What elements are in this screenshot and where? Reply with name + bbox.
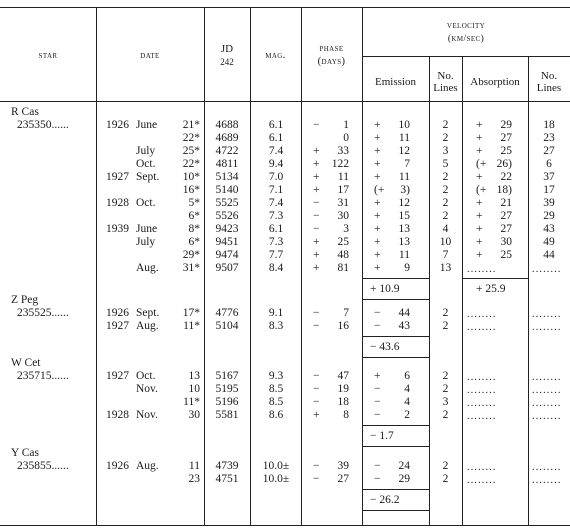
obs-day: 13 [188, 370, 200, 382]
obs-jd: 4776 [215, 307, 239, 319]
emission-mean: − 1.7 [370, 430, 394, 442]
phase-sign: − [313, 320, 320, 332]
obs-year: 1927 [106, 320, 129, 332]
header-em-lines-no: No. [437, 70, 454, 82]
obs-month: Aug. [136, 460, 159, 472]
obs-day: 11* [183, 320, 200, 332]
obs-day: 8* [188, 223, 200, 235]
phase-value: 11 [337, 171, 349, 183]
obs-jd: 5196 [215, 396, 239, 408]
star-id: 235855...... [17, 460, 69, 472]
emission-mean-bottom-rule [362, 510, 429, 511]
emission-mean: − 43.6 [370, 341, 400, 353]
absorption-lines: 27 [543, 145, 555, 157]
obs-day: 10* [182, 171, 200, 183]
obs-jd: 5140 [215, 184, 239, 196]
obs-month: Nov. [136, 409, 158, 421]
absorption-lines: 44 [543, 249, 555, 261]
phase-sign: + [313, 145, 320, 157]
emission-value: 6 [404, 370, 410, 382]
emission-lines: 2 [442, 320, 449, 332]
phase-value: 27 [337, 473, 349, 485]
emission-value: 44 [398, 307, 410, 319]
obs-mag: 8.3 [268, 320, 284, 332]
star-name: Z Peg [11, 294, 39, 306]
obs-month: Sept. [136, 307, 160, 319]
absorption-dots: ........ [467, 309, 497, 320]
absorption-value: 21 [500, 197, 512, 209]
emission-value: 11 [398, 171, 410, 183]
emission-mean-rule [362, 278, 429, 279]
phase-sign: − [313, 119, 320, 131]
obs-jd: 5195 [215, 383, 239, 395]
phase-value: 16 [337, 320, 349, 332]
obs-jd: 4688 [215, 119, 239, 131]
emission-lines: 3 [442, 145, 449, 157]
obs-mag: 8.6 [268, 409, 284, 421]
obs-jd: 5525 [215, 197, 239, 209]
phase-value: 48 [337, 249, 349, 261]
obs-jd: 4722 [215, 145, 239, 157]
obs-month: Aug. [136, 320, 159, 332]
absorption-lines: 29 [543, 210, 555, 222]
header-ab-lines-label: Lines [536, 82, 562, 94]
emission-lines: 2 [442, 383, 449, 395]
absorption-mean: + 25.9 [476, 283, 506, 295]
star-name: W Cet [11, 357, 41, 369]
absorption-sign: + [476, 223, 483, 235]
obs-mag: 7.3 [268, 236, 284, 248]
col-rule-absorption [462, 56, 463, 525]
ab-lines-dots: ........ [532, 264, 562, 275]
obs-mag: 9.3 [268, 370, 284, 382]
obs-mag: 6.1 [268, 132, 284, 144]
obs-mag: 9.4 [268, 158, 284, 170]
emission-sign: − [374, 307, 381, 319]
obs-day: 17* [182, 307, 200, 319]
phase-sign: − [313, 460, 320, 472]
obs-day: 22* [182, 132, 200, 144]
emission-lines: 2 [442, 370, 449, 382]
obs-jd: 9507 [215, 262, 239, 274]
emission-mean-bottom-rule [362, 299, 429, 300]
ab-lines-dots: ........ [532, 372, 562, 383]
obs-year: 1926 [106, 307, 129, 319]
obs-jd: 4751 [215, 473, 239, 485]
emission-lines: 13 [439, 262, 452, 274]
phase-value: 122 [331, 158, 349, 170]
obs-month: Oct. [136, 197, 156, 209]
emission-lines: 2 [442, 210, 449, 222]
emission-lines: 2 [442, 132, 449, 144]
phase-value: 1 [343, 119, 349, 131]
col-rule-mag [250, 7, 251, 525]
absorption-value: 26) [496, 158, 512, 170]
phase-value: 30 [337, 210, 349, 222]
obs-mag: 7.0 [268, 171, 284, 183]
obs-mag: 8.4 [268, 262, 284, 274]
absorption-value: 29 [500, 119, 512, 131]
emission-mean-rule [362, 336, 429, 337]
emission-mean-bottom-rule [362, 357, 429, 358]
star-name: Y Cas [11, 447, 40, 459]
absorption-dots: ........ [467, 264, 497, 275]
obs-jd: 4689 [215, 132, 239, 144]
absorption-lines: 18 [543, 119, 555, 131]
absorption-lines: 23 [543, 132, 555, 144]
emission-value: 2 [404, 409, 410, 421]
absorption-dots: ........ [467, 411, 497, 422]
ab-lines-dots: ........ [532, 411, 562, 422]
absorption-value: 27 [500, 132, 512, 144]
obs-day: 31* [182, 262, 200, 274]
phase-sign: − [313, 210, 320, 222]
absorption-dots: ........ [467, 372, 497, 383]
ab-lines-dots: ........ [532, 462, 562, 473]
phase-sign: + [313, 249, 320, 261]
emission-lines: 3 [442, 396, 449, 408]
phase-value: 17 [337, 184, 349, 196]
absorption-value: 30 [500, 236, 512, 248]
emission-value: 11 [398, 132, 410, 144]
phase-sign: + [313, 409, 320, 421]
absorption-sign: + [476, 132, 483, 144]
col-rule-date [96, 7, 97, 525]
absorption-sign: (+ [476, 184, 487, 196]
emission-lines: 2 [442, 171, 449, 183]
emission-sign: + [374, 236, 381, 248]
star-name: R Cas [11, 106, 39, 118]
phase-sign: − [313, 383, 320, 395]
phase-sign: + [313, 158, 320, 170]
obs-jd: 9451 [215, 236, 239, 248]
col-rule-phase [301, 7, 302, 525]
phase-value: 3 [343, 223, 349, 235]
phase-sign: − [313, 473, 320, 485]
absorption-lines: 37 [543, 171, 555, 183]
obs-day: 29* [182, 249, 200, 261]
obs-mag: 8.5 [268, 383, 284, 395]
obs-day: 16* [182, 184, 200, 196]
phase-value: 8 [343, 409, 349, 421]
emission-mean-rule [362, 425, 429, 426]
emission-mean-bottom-rule [362, 446, 429, 447]
obs-day: 6* [188, 210, 200, 222]
obs-mag: 10.0± [262, 460, 290, 472]
header-jd: JD [220, 43, 234, 55]
star-id: 235525...... [17, 307, 69, 319]
phase-sign: − [313, 307, 320, 319]
obs-year: 1926 [106, 119, 129, 131]
emission-sign: − [374, 383, 381, 395]
obs-year: 1927 [106, 171, 129, 183]
header-date: date [140, 50, 160, 61]
phase-sign: − [313, 223, 320, 235]
phase-sign: + [313, 236, 320, 248]
obs-mag: 6.1 [268, 119, 284, 131]
phase-value: 18 [337, 396, 349, 408]
obs-mag: 7.7 [268, 249, 284, 261]
emission-mean: − 26.2 [370, 494, 400, 506]
absorption-sign: (+ [476, 158, 487, 170]
obs-mag: 7.4 [268, 197, 284, 209]
emission-lines: 2 [442, 473, 449, 485]
obs-mag: 7.1 [268, 184, 284, 196]
obs-month: June [136, 119, 158, 131]
emission-value: 13 [398, 236, 410, 248]
emission-lines: 7 [442, 249, 449, 261]
phase-value: 39 [337, 460, 349, 472]
phase-sign: + [313, 262, 320, 274]
star-id: 235715...... [17, 370, 69, 382]
emission-lines: 2 [442, 197, 449, 209]
table-top-border [0, 7, 570, 8]
header-absorption: Absorption [470, 76, 520, 88]
header-phase: phase [319, 43, 344, 54]
obs-jd: 5134 [215, 171, 239, 183]
emission-lines: 2 [442, 119, 449, 131]
absorption-value: 25 [500, 145, 512, 157]
obs-year: 1928 [106, 409, 129, 421]
phase-sign: + [313, 184, 320, 196]
phase-sign: − [313, 396, 320, 408]
obs-mag: 7.3 [268, 210, 284, 222]
header-em-lines-label: Lines [433, 82, 458, 94]
emission-lines: 4 [442, 223, 449, 235]
emission-lines: 5 [442, 158, 449, 170]
absorption-sign: + [476, 236, 483, 248]
phase-value: 19 [337, 383, 349, 395]
obs-year: 1926 [106, 460, 129, 472]
phase-value: 33 [337, 145, 349, 157]
obs-day: 6* [188, 236, 200, 248]
absorption-dots: ........ [467, 322, 497, 333]
absorption-sign: + [476, 197, 483, 209]
obs-jd: 5104 [215, 320, 239, 332]
obs-jd: 5581 [215, 409, 239, 421]
phase-sign: + [313, 171, 320, 183]
header-bottom-border [0, 101, 570, 102]
emission-value: 10 [398, 119, 410, 131]
emission-sign: + [374, 197, 381, 209]
emission-value: 11 [398, 249, 410, 261]
absorption-sign: + [476, 210, 483, 222]
obs-day: 30 [188, 409, 200, 421]
emission-lines: 2 [442, 409, 449, 421]
obs-jd: 5526 [215, 210, 239, 222]
absorption-dots: ........ [467, 385, 497, 396]
absorption-lines: 17 [543, 184, 555, 196]
absorption-lines: 49 [543, 236, 555, 248]
absorption-sign: + [476, 145, 483, 157]
obs-jd: 9423 [215, 223, 239, 235]
emission-sign: − [374, 409, 381, 421]
emission-sign: − [374, 460, 381, 472]
obs-month: July [136, 145, 156, 157]
phase-value: 31 [337, 197, 349, 209]
absorption-lines: 6 [546, 158, 552, 170]
obs-month: Sept. [136, 171, 160, 183]
ab-lines-dots: ........ [532, 398, 562, 409]
absorption-value: 27 [500, 210, 512, 222]
obs-day: 22* [182, 158, 200, 170]
obs-day: 21* [182, 119, 200, 131]
header-ab-lines-no: No. [540, 70, 558, 82]
emission-sign: + [374, 370, 381, 382]
obs-day: 11 [188, 460, 200, 472]
emission-sign: + [374, 132, 381, 144]
star-id: 235350...... [17, 119, 69, 131]
phase-sign: − [313, 370, 320, 382]
obs-mag: 6.1 [268, 223, 284, 235]
emission-sign: − [374, 396, 381, 408]
emission-value: 12 [398, 145, 410, 157]
header-mag: mag. [265, 50, 286, 61]
obs-day: 10 [188, 383, 200, 395]
emission-sign: − [374, 473, 381, 485]
obs-month: Aug. [136, 262, 159, 274]
emission-value: 4 [404, 383, 410, 395]
phase-sign: − [313, 197, 320, 209]
absorption-sign: + [476, 119, 483, 131]
absorption-dots: ........ [467, 475, 497, 486]
emission-lines: 2 [442, 460, 449, 472]
obs-year: 1928 [106, 197, 129, 209]
emission-value: 43 [398, 320, 410, 332]
obs-year: 1927 [106, 370, 129, 382]
absorption-lines: 39 [543, 197, 555, 209]
emission-sign: + [374, 210, 381, 222]
emission-sign: + [374, 223, 381, 235]
obs-jd: 4739 [215, 460, 239, 472]
absorption-sign: + [476, 249, 483, 261]
header-jd-sub: 242 [220, 57, 234, 67]
emission-lines: 2 [442, 184, 449, 196]
obs-day: 5* [188, 197, 200, 209]
emission-value: 4 [404, 396, 410, 408]
obs-mag: 10.0± [262, 473, 290, 485]
emission-sign: (+ [374, 184, 385, 196]
table-bottom-border [0, 525, 570, 526]
header-velocity: velocity [446, 20, 486, 31]
obs-day: 11* [183, 396, 200, 408]
obs-month: July [136, 236, 156, 248]
obs-month: Nov. [136, 383, 158, 395]
header-phase-unit: (days) [317, 56, 346, 67]
obs-mag: 7.4 [268, 145, 284, 157]
absorption-value: 25 [500, 249, 512, 261]
header-emission: Emission [375, 76, 416, 88]
obs-jd: 9474 [215, 249, 239, 261]
emission-value: 24 [398, 460, 410, 472]
absorption-sign: + [476, 171, 483, 183]
obs-mag: 8.5 [268, 396, 284, 408]
ab-lines-dots: ........ [532, 309, 562, 320]
emission-lines: 2 [442, 307, 449, 319]
obs-jd: 5167 [215, 370, 239, 382]
phase-value: 81 [337, 262, 349, 274]
emission-value: 3) [400, 184, 410, 196]
obs-day: 23 [188, 473, 200, 485]
emission-value: 7 [404, 158, 410, 170]
absorption-value: 18) [496, 184, 512, 196]
ab-lines-dots: ........ [532, 475, 562, 486]
phase-value: 0 [343, 132, 349, 144]
absorption-value: 27 [500, 223, 512, 235]
absorption-value: 22 [500, 171, 512, 183]
obs-month: June [136, 223, 158, 235]
emission-value: 9 [404, 262, 410, 274]
emission-value: 29 [398, 473, 410, 485]
emission-sign: + [374, 249, 381, 261]
obs-jd: 4811 [215, 158, 239, 170]
obs-day: 25* [182, 145, 200, 157]
obs-mag: 9.1 [268, 307, 284, 319]
obs-month: Oct. [136, 370, 156, 382]
emission-value: 13 [398, 223, 410, 235]
obs-year: 1939 [106, 223, 129, 235]
header-star: star [38, 50, 58, 61]
emission-value: 15 [398, 210, 410, 222]
absorption-mean-rule [462, 278, 528, 279]
absorption-dots: ........ [467, 462, 497, 473]
absorption-dots: ........ [467, 398, 497, 409]
header-velocity-unit: (km/sec) [447, 34, 485, 44]
phase-value: 7 [343, 307, 349, 319]
phase-value: 25 [337, 236, 349, 248]
emission-sign: + [374, 171, 381, 183]
emission-lines: 10 [439, 236, 452, 248]
emission-sign: + [374, 119, 381, 131]
emission-sign: + [374, 262, 381, 274]
obs-month: Oct. [136, 158, 156, 170]
emission-sign: − [374, 320, 381, 332]
phase-value: 47 [337, 370, 349, 382]
emission-mean-rule [362, 489, 429, 490]
absorption-lines: 43 [543, 223, 555, 235]
velocity-sub-rule [362, 56, 570, 57]
emission-mean: + 10.9 [370, 283, 400, 295]
ab-lines-dots: ........ [532, 322, 562, 333]
emission-sign: + [374, 158, 381, 170]
ab-lines-dots: ........ [532, 385, 562, 396]
emission-sign: + [374, 145, 381, 157]
emission-value: 12 [398, 197, 410, 209]
